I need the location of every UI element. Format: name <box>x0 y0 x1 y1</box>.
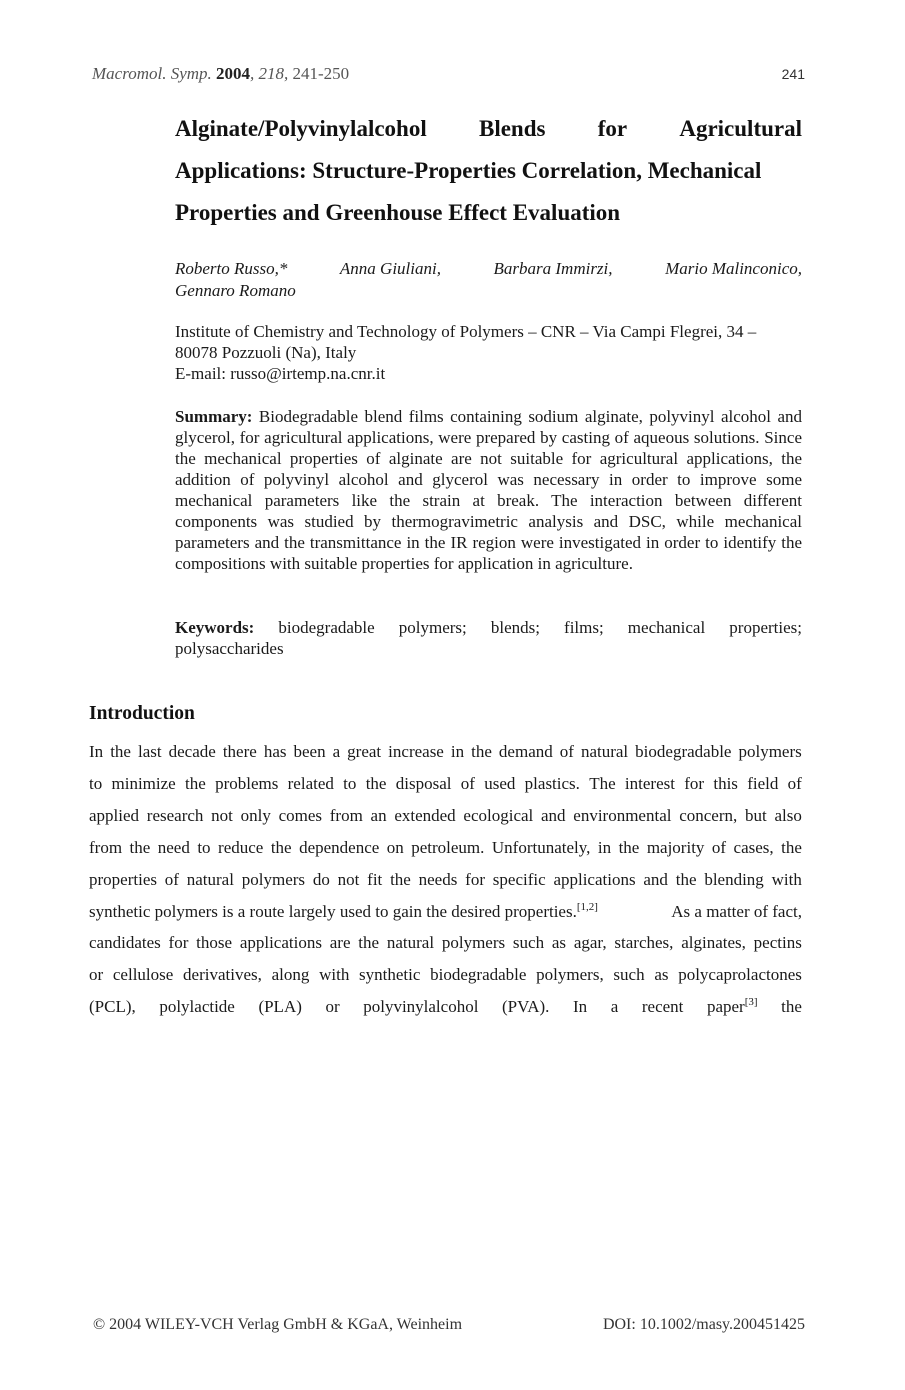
journal-citation: Macromol. Symp. 2004, 218, 241-250 <box>92 64 350 83</box>
word: in <box>597 837 612 857</box>
section-heading-introduction: Introduction <box>89 703 195 724</box>
keywords-line-2: polysaccharides <box>175 639 284 658</box>
title-line-2: Applications: Structure-Properties Correlation, Mechanical <box>175 158 762 183</box>
word: an <box>370 805 387 825</box>
word: great <box>347 742 382 761</box>
word: and <box>643 869 668 889</box>
word: there <box>222 742 257 761</box>
word: the <box>675 869 697 889</box>
keywords-label: Keywords: <box>175 618 255 637</box>
word: plastics. <box>524 773 580 793</box>
title-line-1: Alginate/Polyvinylalcohol Blends for Agricultural <box>175 116 802 141</box>
citation-ref: [3] <box>744 996 758 1009</box>
word: synthetic <box>359 965 421 985</box>
author-name: Barbara Immirzi, <box>493 259 613 278</box>
word: biodegradable <box>635 742 732 761</box>
word: natural <box>186 869 234 889</box>
title-line-3: Properties and Greenhouse Effect Evaluation <box>175 200 621 225</box>
keywords <box>175 617 802 659</box>
word: ecological <box>463 805 534 825</box>
word: starches, <box>614 933 674 953</box>
word: natural <box>386 933 435 953</box>
copyright-notice: © 2004 WILEY-VCH Verlag GmbH & KGaA, Weinheim <box>93 1316 463 1333</box>
word: and <box>541 805 566 825</box>
journal-pages: 241-250 <box>292 64 350 83</box>
word: from <box>329 805 363 825</box>
word: candidates <box>89 933 161 953</box>
word: interest <box>624 773 675 793</box>
word: field <box>747 773 779 793</box>
word: the <box>618 837 640 857</box>
word: a <box>332 742 341 761</box>
article-title <box>175 108 802 234</box>
doi-reference: DOI: 10.1002/masy.200451425 <box>602 1316 805 1333</box>
word: of <box>164 869 179 889</box>
word: environmental <box>573 805 672 825</box>
word: cases, <box>733 837 774 857</box>
summary-text: Biodegradable blend films containing sodium alginate, polyvinyl alcohol and glycerol, for agricultural applications, were prepared by casting of aqueous solutions. Since the mechanical properties of alginate are not suitable for agricultural applications, the addition of polyvinyl alcohol and glycerol was necessary in order to improve some mechanical parameters like the strain at break. The interaction between different components was studied by thermogravimetric analysis and DSC, while mechanical parameters and the transmittance in the IR region were investigated in order to identify the compositions with suitable properties for application in agriculture. <box>175 407 802 573</box>
author-name: Anna Giuliani, <box>339 259 441 278</box>
abstract <box>175 406 802 574</box>
word: for <box>465 869 485 889</box>
word: of <box>787 773 802 793</box>
page-number: 241 <box>781 66 805 82</box>
word: polymers, <box>536 965 604 985</box>
word: the <box>358 933 380 953</box>
word: of <box>460 773 475 793</box>
word: has <box>263 742 287 761</box>
word: also <box>774 805 802 825</box>
word: the <box>781 837 802 857</box>
word: for <box>684 773 705 793</box>
word: such <box>613 965 645 985</box>
word: last <box>137 742 162 761</box>
word: of <box>711 837 727 857</box>
author-line-2: Gennaro Romano <box>175 281 296 300</box>
word: fit <box>367 869 383 889</box>
word: majority <box>646 837 705 857</box>
body-line: synthetic polymers is a route largely used to gain the desired properties.[1,2] As a matter of fact, <box>89 900 802 921</box>
word: the <box>185 773 206 793</box>
word: In <box>89 742 104 761</box>
running-header <box>92 64 805 88</box>
word: those <box>196 933 233 953</box>
word: properties <box>89 869 157 889</box>
word: the <box>129 837 151 857</box>
word: polymers <box>441 933 506 953</box>
body-line <box>89 832 802 864</box>
body-line <box>89 864 802 896</box>
word: agar, <box>573 933 607 953</box>
affiliation-line-1: Institute of Chemistry and Technology of Polymers – CNR – Via Campi Flegrei, 34 – <box>175 322 757 341</box>
word: the <box>390 869 411 889</box>
word: blending <box>704 869 764 889</box>
word: petroleum. <box>411 837 485 857</box>
word: as <box>654 965 669 985</box>
summary-label: Summary: <box>175 407 253 426</box>
word: used <box>484 773 516 793</box>
word: such <box>512 933 545 953</box>
body-line <box>89 959 802 991</box>
introduction-body <box>89 736 802 1023</box>
author-name: Mario Malinconico, <box>665 259 802 278</box>
word: demand <box>498 742 553 761</box>
word: to <box>89 773 103 793</box>
word: extended <box>394 805 456 825</box>
journal-volume: 218, <box>258 64 289 83</box>
word: on <box>386 837 404 857</box>
word: need <box>157 837 190 857</box>
word: not <box>337 869 360 889</box>
body-line <box>89 800 802 832</box>
author-line-1 <box>175 258 802 280</box>
author-list <box>175 258 802 302</box>
word: dependence <box>299 837 380 857</box>
word: pectins <box>753 933 802 953</box>
word: for <box>168 933 189 953</box>
word: only <box>240 805 271 825</box>
body-line <box>89 736 802 768</box>
word: needs <box>418 869 458 889</box>
word: the <box>471 742 492 761</box>
word: decade <box>168 742 216 761</box>
word: this <box>713 773 738 793</box>
word: disposal <box>395 773 452 793</box>
word: comes <box>278 805 323 825</box>
word: been <box>293 742 326 761</box>
word: the <box>270 837 292 857</box>
word: or <box>89 965 104 985</box>
word: derivatives, <box>183 965 262 985</box>
affiliation-line-2: 80078 Pozzuoli (Na), Italy <box>175 343 357 362</box>
word: concern, <box>679 805 738 825</box>
keywords-line-1: Keywords: biodegradable polymers; blends; films; mechanical properties; <box>175 618 802 637</box>
word: applications <box>553 869 636 889</box>
word: from <box>89 837 123 857</box>
word: as <box>551 933 567 953</box>
word: problems <box>215 773 279 793</box>
journal-year: 2004 <box>216 64 251 83</box>
word: minimize <box>111 773 176 793</box>
word: the <box>110 742 131 761</box>
body-line: (PCL), polylactide (PLA) or polyvinylalcohol (PVA). In a recent paper[3] the <box>89 996 802 1017</box>
word: do <box>312 869 330 889</box>
word: but <box>745 805 767 825</box>
author-name: Roberto Russo,* <box>175 259 288 278</box>
word: research <box>146 805 204 825</box>
word: not <box>211 805 233 825</box>
word: cellulose <box>112 965 174 985</box>
word: of <box>559 742 574 761</box>
journal-name: Macromol. Symp. <box>92 64 212 83</box>
body-line <box>89 768 802 800</box>
word: the <box>365 773 387 793</box>
word: polycaprolactones <box>678 965 802 985</box>
citation-ref: [1,2] <box>576 900 598 913</box>
word: reduce <box>218 837 264 857</box>
word: to <box>343 773 357 793</box>
author-email: E-mail: russo@irtemp.na.cnr.it <box>175 364 386 383</box>
word: with <box>319 965 350 985</box>
word: along <box>271 965 310 985</box>
word: with <box>771 869 802 889</box>
word: alginates, <box>681 933 746 953</box>
word: to <box>197 837 211 857</box>
word: biodegradable <box>430 965 527 985</box>
word: polymers <box>241 869 306 889</box>
affiliation <box>175 321 802 384</box>
word: increase <box>388 742 444 761</box>
word: specific <box>492 869 546 889</box>
word: Unfortunately, <box>491 837 591 857</box>
word: related <box>287 773 334 793</box>
word: are <box>329 933 351 953</box>
word: applied <box>89 805 140 825</box>
word: The <box>589 773 616 793</box>
word: in <box>450 742 465 761</box>
body-line <box>89 927 802 959</box>
word: applications <box>239 933 322 953</box>
word: natural <box>580 742 629 761</box>
word: polymers <box>738 742 802 761</box>
